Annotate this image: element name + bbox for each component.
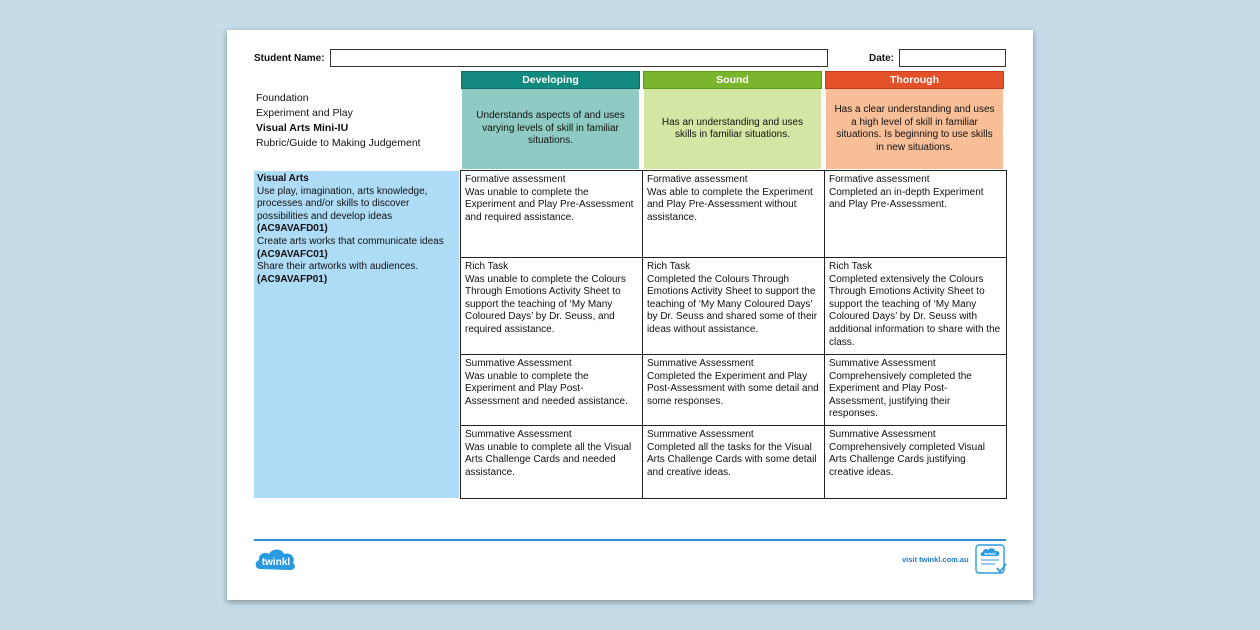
student-name-field[interactable]	[330, 49, 828, 67]
grid-cell	[643, 426, 825, 499]
cell-title: Formative assessment	[465, 174, 566, 185]
rubric-page	[227, 30, 1033, 600]
level-desc-thorough-text: Has a clear understanding and uses a high level of skill in familiar situations. Is beginning to use skills in new situations.	[834, 104, 995, 153]
table-row	[461, 426, 1007, 499]
visit-link[interactable]: visit twinkl.com.au	[902, 555, 969, 564]
grid-cell	[643, 171, 825, 258]
cell-text: Completed all the tasks for the Visual Arts Challenge Cards with some detail and creative ideas.	[647, 441, 817, 478]
cell-text: Completed the Colours Through Emotions Activity Sheet to support the teaching of ‘My Many Coloured Days’ by Dr. Seuss and shared some of their ideas without assistance.	[647, 273, 818, 335]
grid-cell	[643, 258, 825, 355]
meta-subject: Visual Arts Mini-IU	[256, 122, 349, 134]
learning-area-code-2: (AC9AVAFC01)	[257, 248, 328, 260]
grid-cell	[461, 258, 643, 355]
cell-title: Summative Assessment	[829, 429, 936, 440]
level-header-thorough: Thorough	[825, 71, 1004, 89]
cell-text: Was unable to complete all the Visual Arts Challenge Cards and needed assistance.	[465, 441, 632, 478]
date-label: Date:	[869, 53, 895, 64]
table-row	[461, 355, 1007, 426]
logo-text: twinkl	[261, 557, 291, 568]
cell-title: Summative Assessment	[829, 358, 936, 369]
date-field[interactable]	[899, 49, 1006, 67]
level-desc-developing	[462, 89, 639, 169]
cell-text: Completed extensively the Colours Through Emotions Activity Sheet to support the teaching of ‘My Many Coloured Days’ by Dr. Seuss with additional information to share with the class.	[829, 273, 1001, 348]
learning-area-point-1: Use play, imagination, arts knowledge, processes and/or skills to discover possibilities and develop ideas	[257, 185, 428, 222]
cell-title: Summative Assessment	[647, 429, 754, 440]
cell-title: Summative Assessment	[647, 358, 754, 369]
rubric-meta	[256, 91, 421, 151]
learning-area-point-3: Share their artworks with audiences.	[257, 261, 419, 273]
cell-title: Formative assessment	[829, 174, 930, 185]
cell-text: Was unable to complete the Experiment and Play Pre-Assessment and required assistance.	[465, 186, 634, 223]
cell-text: Was able to complete the Experiment and Play Pre-Assessment without assistance.	[647, 186, 813, 223]
grid-cell	[643, 355, 825, 426]
cell-title: Rich Task	[829, 261, 873, 272]
learning-area-panel	[254, 171, 459, 498]
grid-cell	[825, 426, 1007, 499]
cell-title: Summative Assessment	[465, 429, 572, 440]
meta-unit: Experiment and Play	[256, 107, 353, 119]
level-desc-thorough	[826, 89, 1003, 169]
level-header-developing: Developing	[461, 71, 640, 89]
level-desc-sound	[644, 89, 821, 169]
cell-text: Comprehensively completed Visual Arts Challenge Cards justifying creative ideas.	[829, 441, 986, 478]
cell-title: Rich Task	[465, 261, 509, 272]
learning-area-point-2: Create arts works that communicate ideas	[257, 235, 444, 247]
cell-text: Completed the Experiment and Play Post-Assessment with some detail and some responses.	[647, 370, 819, 407]
cell-title: Summative Assessment	[465, 358, 572, 369]
twinkl-logo-icon	[254, 545, 298, 573]
cell-text: Was unable to complete the Colours Through Emotions Activity Sheet to support the teaching of ‘My Many Coloured Days’ by Dr. Seuss, and required assistance.	[465, 273, 626, 335]
badge-text: twinkl	[984, 551, 996, 556]
grid-cell	[825, 171, 1007, 258]
student-name-label: Student Name:	[254, 53, 325, 64]
cell-title: Rich Task	[647, 261, 691, 272]
meta-guide: Rubric/Guide to Making Judgement	[256, 137, 421, 149]
cell-text: Completed an in-depth Experiment and Play Pre-Assessment.	[829, 186, 984, 211]
level-desc-developing-text: Understands aspects of and uses varying levels of skill in familiar situations.	[476, 110, 625, 147]
cell-title: Formative assessment	[647, 174, 748, 185]
level-header-sound: Sound	[643, 71, 822, 89]
footer-divider	[254, 539, 1006, 541]
grid-cell	[825, 258, 1007, 355]
quality-badge-icon	[975, 544, 1007, 576]
cell-text: Was unable to complete the Experiment and Play Post-Assessment and needed assistance.	[465, 370, 628, 407]
learning-area-code-1: (AC9AVAFD01)	[257, 223, 328, 235]
assessment-grid	[460, 170, 1007, 499]
level-desc-sound-text: Has an understanding and uses skills in familiar situations.	[661, 116, 804, 140]
grid-cell	[461, 355, 643, 426]
table-row	[461, 258, 1007, 355]
grid-cell	[461, 171, 643, 258]
learning-area-title: Visual Arts	[257, 173, 309, 184]
grid-cell	[461, 426, 643, 499]
cell-text: Comprehensively completed the Experiment and Play Post-Assessment, justifying their responses.	[829, 370, 972, 420]
meta-year: Foundation	[256, 92, 309, 104]
table-row	[461, 171, 1007, 258]
learning-area-code-3: (AC9AVAFP01)	[257, 273, 328, 285]
grid-cell	[825, 355, 1007, 426]
